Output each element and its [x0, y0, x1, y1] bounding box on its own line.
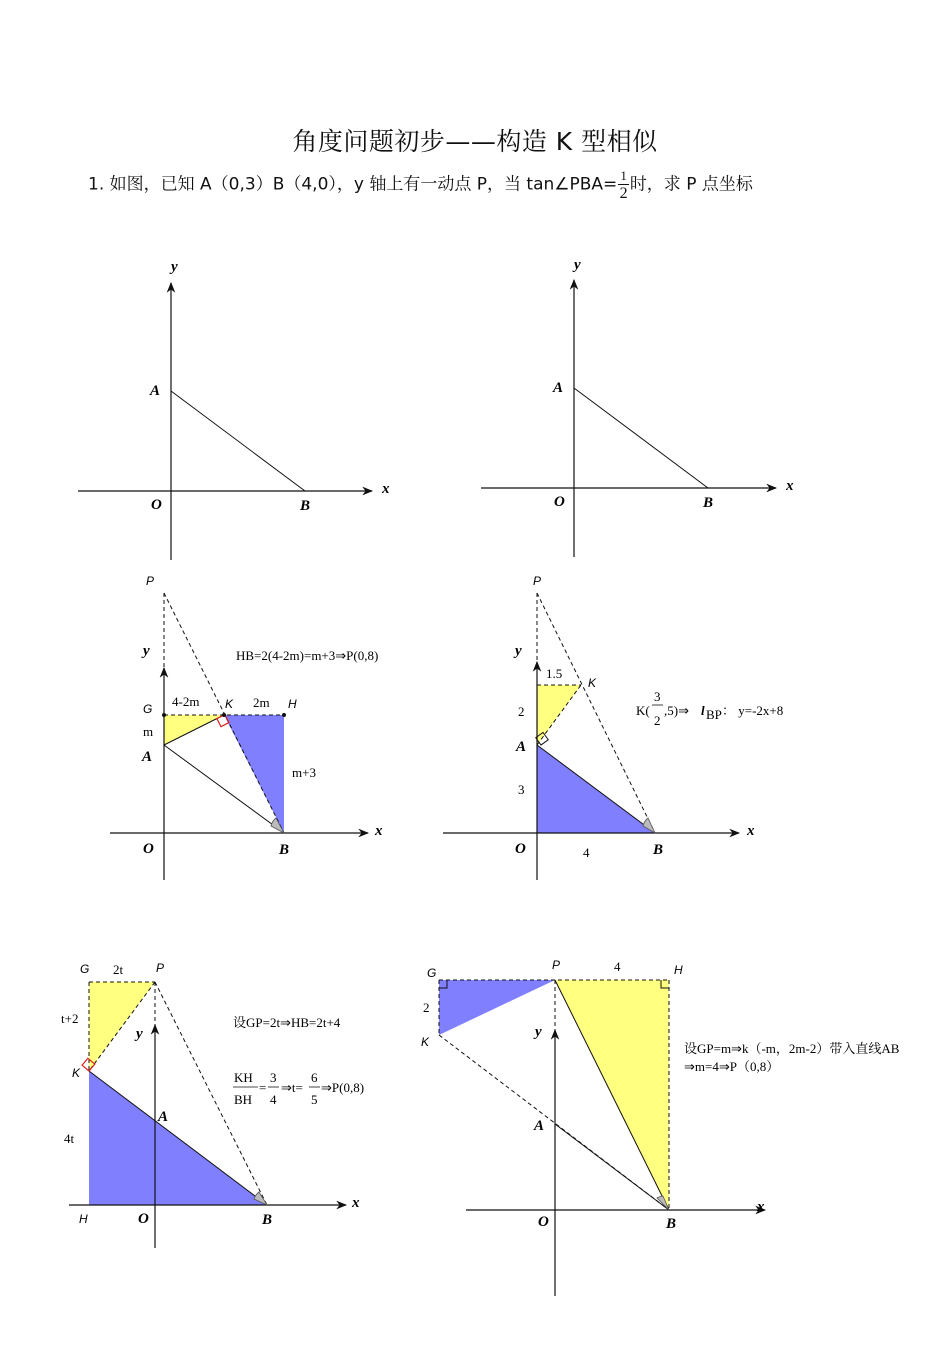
- point-g-label: G: [143, 702, 153, 716]
- segment-ab: [171, 391, 305, 491]
- x-axis-label: x: [786, 478, 794, 494]
- svg-text:5: 5: [311, 1092, 318, 1107]
- y-axis-label: y: [535, 1024, 542, 1040]
- x-axis-label: x: [757, 1199, 765, 1215]
- fig6-note-2: ⇒m=4⇒P（0,8）: [684, 1059, 780, 1074]
- origin-label: O: [554, 494, 565, 510]
- svg-text:K(: K(: [636, 703, 650, 718]
- seg-left-upper-label: 2: [518, 704, 525, 719]
- svg-text:l: l: [701, 703, 705, 718]
- origin-label: O: [151, 497, 162, 513]
- point-a-label: A: [516, 739, 527, 755]
- seg-ph-label: 4: [614, 959, 621, 974]
- fraction-numerator: 1: [620, 168, 627, 183]
- fig4-note: [636, 689, 783, 728]
- figure-1: [78, 259, 390, 560]
- point-k-label: K: [72, 1066, 81, 1080]
- figure-3: [110, 574, 383, 880]
- seg-kh-label: 2m: [253, 695, 270, 710]
- origin-label: O: [538, 1214, 549, 1230]
- x-axis-label: x: [747, 823, 755, 839]
- origin-label: O: [515, 841, 526, 857]
- problem-text-before: 1. 如图，已知 A（0,3）B（4,0），y 轴上有一动点 P，当 tan∠PBA=: [88, 174, 618, 195]
- seg-ga-label: m: [143, 724, 154, 739]
- seg-kh-label: 4t: [64, 1131, 75, 1146]
- point-b-label: B: [262, 1212, 273, 1228]
- point-p-label: P: [552, 958, 561, 972]
- fig6-note-1: 设GP=m⇒k（-m，2m-2）带入直线AB: [684, 1041, 900, 1056]
- point-a-label: A: [150, 383, 161, 399]
- point-k-label: K: [225, 697, 234, 711]
- svg-text:3: 3: [270, 1070, 277, 1085]
- figure-4: [443, 574, 783, 880]
- seg-hb-label: m+3: [292, 765, 316, 780]
- point-p-label: P: [533, 574, 542, 588]
- svg-text:4: 4: [270, 1092, 277, 1107]
- svg-text:⇒t=: ⇒t=: [281, 1080, 303, 1095]
- svg-text:BH: BH: [234, 1092, 253, 1107]
- seg-top-label: 1.5: [546, 666, 563, 681]
- point-a-label: A: [553, 380, 564, 396]
- seg-left-lower-label: 3: [518, 782, 525, 797]
- fig5-note-1: 设GP=2t⇒HB=2t+4: [233, 1015, 341, 1030]
- seg-gp-label: 2t: [113, 962, 124, 977]
- point-b-label: B: [279, 842, 290, 858]
- seg-gk-label: t+2: [61, 1011, 79, 1026]
- x-axis-label: x: [382, 481, 390, 497]
- seg-gk-label: 4-2m: [172, 694, 200, 709]
- y-axis-label: y: [143, 643, 150, 659]
- figure-2: [481, 257, 794, 557]
- svg-text:⇒P(0,8): ⇒P(0,8): [321, 1080, 365, 1095]
- seg-bottom-label: 4: [583, 845, 590, 860]
- svg-text:=: =: [259, 1080, 267, 1095]
- y-axis-label: y: [136, 1026, 143, 1042]
- svg-text:： y=-2x+8: ： y=-2x+8: [722, 703, 784, 718]
- point-a-label: A: [534, 1118, 545, 1134]
- point-h-label: H: [288, 697, 297, 711]
- origin-label: O: [138, 1211, 149, 1227]
- fraction-denominator: 2: [619, 185, 628, 202]
- page-title: 角度问题初步——构造 K 型相似: [292, 127, 658, 156]
- seg-gk-label: 2: [423, 1000, 430, 1015]
- point-k-label: K: [588, 676, 597, 690]
- point-h-label: H: [79, 1212, 88, 1226]
- point-b-label: B: [666, 1216, 677, 1232]
- x-axis-label: x: [352, 1195, 360, 1211]
- y-axis-label: y: [515, 643, 522, 659]
- point-b-label: B: [653, 842, 664, 858]
- point-g-label: G: [427, 966, 437, 980]
- fig3-note: HB=2(4-2m)=m+3⇒P(0,8): [236, 648, 379, 663]
- figure-5: [61, 961, 364, 1248]
- point-p-label: P: [156, 961, 165, 975]
- segment-ab: [574, 388, 708, 488]
- point-b-label: B: [300, 498, 311, 514]
- point-a-label: A: [158, 1109, 169, 1125]
- origin-label: O: [143, 841, 154, 857]
- point-a-label: A: [142, 749, 153, 765]
- x-axis-label: x: [375, 823, 383, 839]
- svg-text:BP: BP: [706, 707, 722, 722]
- point-g-label: G: [80, 962, 90, 976]
- point-h-label: H: [674, 963, 683, 977]
- svg-text:KH: KH: [234, 1070, 253, 1085]
- y-axis-label: y: [171, 259, 178, 275]
- svg-text:6: 6: [311, 1070, 318, 1085]
- svg-text:3: 3: [654, 689, 661, 704]
- svg-text:2: 2: [654, 713, 661, 728]
- svg-text:,5)⇒: ,5)⇒: [664, 703, 689, 718]
- point-k-label: K: [421, 1035, 430, 1049]
- problem-text-after: 时，求 P 点坐标: [629, 174, 753, 195]
- figure-6: [421, 958, 900, 1296]
- point-p-label: P: [146, 574, 155, 588]
- fig5-note-2: [233, 1070, 364, 1107]
- point-b-label: B: [703, 495, 714, 511]
- y-axis-label: y: [574, 257, 581, 273]
